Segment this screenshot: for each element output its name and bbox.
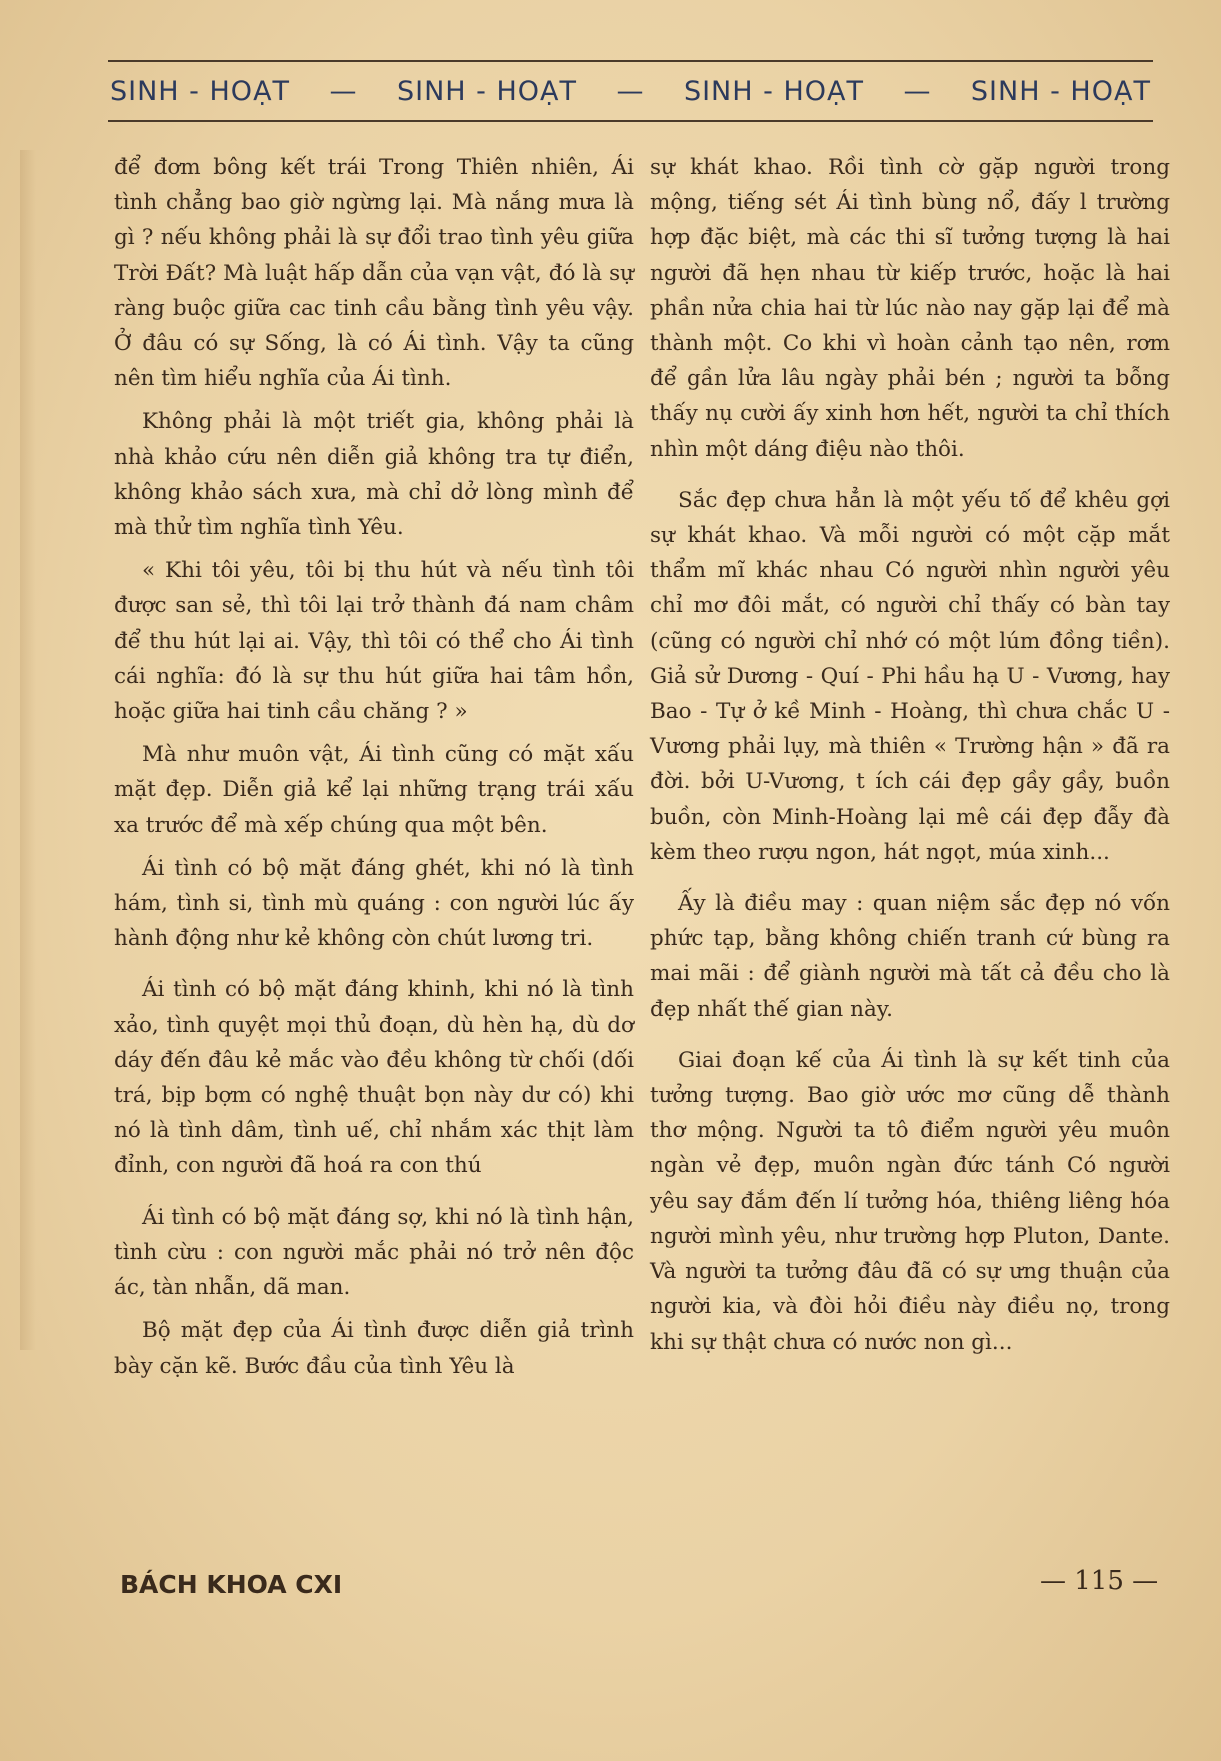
right-column (650, 150, 1170, 1360)
header-separator: — (616, 75, 645, 107)
paragraph: Ái tình có bộ mặt đáng khinh, khi nó là tình xảo, tình quyệt mọi thủ đoạn, dù hèn hạ, dù dơ dáy đến đâu kẻ mắc vào đều không từ chối (dối trá, bịp bợm có nghệ thuật bọn này dư có) khi nó là tình dâm, tình uế, chỉ nhắm xác thịt làm đỉnh, con người đã hoá ra con thú (114, 977, 634, 1179)
paragraph: để đơm bông kết trái Trong Thiên nhiên, Ái tình chẳng bao giờ ngừng lại. Mà nắng mưa là gì ? nếu không phải là sự đổi trao tình yêu giữa Trời Đất? Mà luật hấp dẫn của vạn vật, đó là sự ràng buộc giữa cac tinh cầu bằng tình yêu vậy. Ở đâu có sự Sống, là có Ái tình. Vậy ta cũng nên tìm hiểu nghĩa của Ái tình. (114, 155, 634, 392)
page-number: — 115 — (1040, 1566, 1159, 1596)
header-separator: — (329, 75, 358, 107)
header-item: SINH - HOẠT (110, 75, 291, 107)
paragraph: Mà như muôn vật, Ái tình cũng có mặt xấu mặt đẹp. Diễn giả kể lại những trạng trái xấu xa trước để mà xếp chúng qua một bên. (114, 742, 634, 838)
paragraph: Không phải là một triết gia, không phải là nhà khảo cứu nên diễn giả không tra tự điển, không khảo sách xưa, mà chỉ dở lòng mình để mà thử tìm nghĩa tình Yêu. (114, 409, 634, 541)
magazine-issue: BÁCH KHOA CXI (120, 1570, 343, 1599)
left-column (114, 150, 634, 1384)
paragraph: Ái tình có bộ mặt đáng sợ, khi nó là tình hận, tình cừu : con người mắc phải nó trở nên độc ác, tàn nhẫn, dã man. (114, 1204, 634, 1301)
paragraph: Ấy là điều may : quan niệm sắc đẹp nó vốn phức tạp, bằng không chiến tranh cứ bùng ra mai mãi : để giành người mà tất cả đều cho là đẹp nhất thế gian này. (650, 891, 1170, 1022)
paragraph: « Khi tôi yêu, tôi bị thu hút và nếu tình tôi được san sẻ, thì tôi lại trở thành đá nam châm để thu hút lại ai. Vậy, thì tôi có thể cho Ái tình cái nghĩa: đó là sự thu hút giữa hai tâm hồn, hoặc giữa hai tinh cầu chăng ? » (114, 558, 634, 725)
header-item: SINH - HOẠT (970, 75, 1151, 107)
paragraph: Sắc đẹp chưa hẳn là một yếu tố để khêu gợi sự khát khao. Và mỗi người có một cặp mắt thẩm mĩ khác nhau Có người nhìn người yêu chỉ mơ đôi mắt, có người chỉ thấy có bàn tay (cũng có người chỉ nhớ có một lúm đồng tiền). Giả sử Dương - Quí - Phi hầu hạ U - Vương, hay Bao - Tự ở kề Minh - Hoàng, thì chưa chắc U - Vương phải lụy, mà thiên « Trường hận » đã ra đời. bởi U-Vương, t ích cái đẹp gầy gầy, buồn buồn, còn Minh-Hoàng lại mê cái đẹp đẫy đà kèm theo rượu ngon, hát ngọt, múa xinh... (650, 487, 1170, 865)
page-stain (20, 150, 36, 1350)
header-separator: — (903, 75, 932, 107)
header-item: SINH - HOẠT (396, 75, 577, 107)
header-item: SINH - HOẠT (683, 75, 864, 107)
paragraph: Ái tình có bộ mặt đáng ghét, khi nó là tình hám, tình si, tình mù quáng : con người lúc ấy hành động như kẻ không còn chút lương tri. (114, 855, 634, 952)
paragraph: Bộ mặt đẹp của Ái tình được diễn giả trình bày cặn kẽ. Bước đầu của tình Yêu là (114, 1318, 634, 1379)
paragraph: sự khát khao. Rồi tình cờ gặp người trong mộng, tiếng sét Ái tình bùng nổ, đấy l trường hợp đặc biệt, mà các thi sĩ tưởng tượng là hai người đã hẹn nhau từ kiếp trước, hoặc là hai phần nửa chia hai từ lúc nào nay gặp lại để mà thành một. Co khi vì hoàn cảnh tạo nên, rơm để gần lửa lâu ngày phải bén ; người ta bỗng thấy nụ cười ấy xinh hơn hết, người ta chỉ thích nhìn một dáng điệu nào thôi. (650, 155, 1170, 462)
paragraph: Giai đoạn kế của Ái tình là sự kết tinh của tưởng tượng. Bao giờ ước mơ cũng dễ thành thơ mộng. Người ta tô điểm người yêu muôn ngàn vẻ đẹp, muôn ngàn đức tánh Có người yêu say đắm đến lí tưởng hóa, thiêng liêng hóa người mình yêu, như trường hợp Pluton, Dante. Và người ta tưởng đâu đã có sự ưng thuận của người kia, và đòi hỏi điều này điều nọ, trong khi sự thật chưa có nước non gì... (650, 1047, 1170, 1355)
page-header (108, 60, 1153, 122)
